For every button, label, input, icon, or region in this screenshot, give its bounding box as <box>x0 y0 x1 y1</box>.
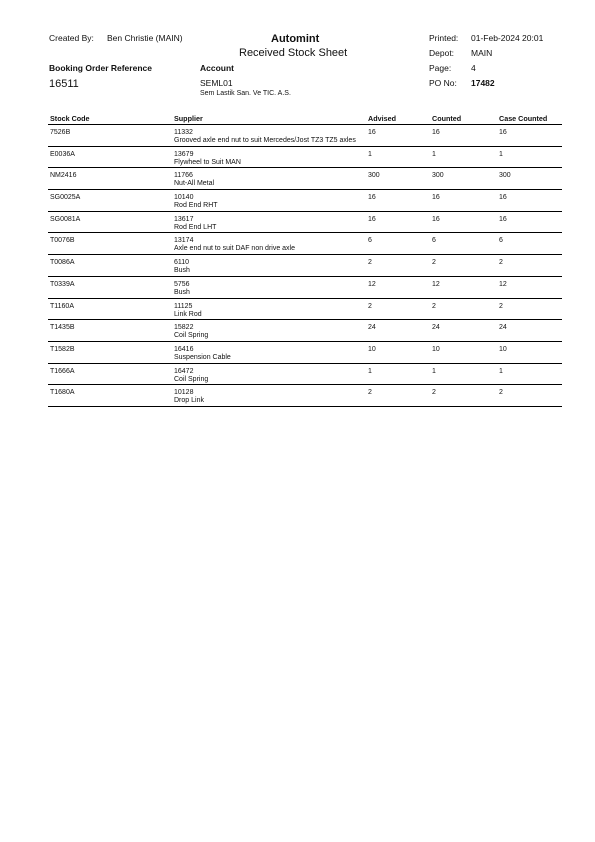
advised-qty: 6 <box>368 237 372 245</box>
counted-qty: 16 <box>432 129 440 136</box>
table-header <box>48 112 562 125</box>
item-description: Bush <box>174 267 190 275</box>
supplier-code: 10140 <box>174 194 194 202</box>
stock-code: 7526B <box>50 129 71 136</box>
advised-qty: 1 <box>368 367 372 375</box>
supplier-code: 5756 <box>174 280 190 288</box>
supplier-code: 13617 <box>174 215 194 223</box>
item-description: Drop Link <box>174 397 204 405</box>
case-counted-qty: 2 <box>499 259 503 267</box>
supplier-code: 11332 <box>174 129 193 136</box>
advised-qty: 1 <box>368 150 372 158</box>
case-counted-qty: 300 <box>499 172 511 180</box>
account-name: Sem Lastik San. Ve TIC. A.S. <box>200 90 291 97</box>
table-row <box>48 320 562 342</box>
advised-qty: 2 <box>368 302 372 310</box>
counted-qty: 10 <box>432 345 440 353</box>
company-name: Automint <box>271 33 320 45</box>
stock-code: SG0025A <box>50 194 81 202</box>
case-counted-qty: 24 <box>499 324 507 332</box>
item-description: Nut-All Metal <box>174 180 215 188</box>
booking-ref-value: 16511 <box>49 78 79 90</box>
supplier-code: 16472 <box>174 367 194 375</box>
table-row <box>48 364 562 386</box>
table-row <box>48 299 562 321</box>
account-label: Account <box>200 63 234 73</box>
created-by-value: Ben Christie (MAIN) <box>107 33 183 43</box>
stock-code: T0076B <box>50 237 75 245</box>
advised-qty: 2 <box>368 259 372 267</box>
table-row <box>48 385 562 407</box>
supplier-code: 13174 <box>174 237 194 245</box>
advised-qty: 16 <box>368 129 376 136</box>
advised-qty: 16 <box>368 194 376 202</box>
table-row <box>48 255 562 277</box>
counted-qty: 2 <box>432 259 436 267</box>
item-description: Grooved axle end nut to suit Mercedes/Jost TZ3 TZ5 axles <box>174 137 356 144</box>
case-counted-qty: 16 <box>499 194 507 202</box>
counted-qty: 12 <box>432 280 440 288</box>
case-counted-qty: 1 <box>499 367 503 375</box>
stock-code: T1680A <box>50 389 75 397</box>
table-row <box>48 125 562 147</box>
table-row <box>48 190 562 212</box>
column-header-stock-code: Stock Code <box>50 114 90 123</box>
stock-table <box>48 112 562 407</box>
supplier-code: 6110 <box>174 259 190 267</box>
counted-qty: 1 <box>432 150 436 158</box>
printed-value: 01-Feb-2024 20:01 <box>471 33 544 43</box>
depot-value: MAIN <box>471 48 493 58</box>
stock-code: T1666A <box>50 367 75 375</box>
case-counted-qty: 16 <box>499 129 507 136</box>
table-row <box>48 168 562 190</box>
advised-qty: 12 <box>368 280 376 288</box>
advised-qty: 2 <box>368 389 372 397</box>
advised-qty: 16 <box>368 215 376 223</box>
case-counted-qty: 2 <box>499 389 503 397</box>
created-by-label: Created By: <box>49 33 94 43</box>
case-counted-qty: 2 <box>499 302 503 310</box>
supplier-code: 10128 <box>174 389 194 397</box>
table-row <box>48 233 562 255</box>
supplier-code: 15822 <box>174 324 194 332</box>
item-description: Suspension Cable <box>174 353 231 361</box>
counted-qty: 24 <box>432 324 440 332</box>
advised-qty: 24 <box>368 324 376 332</box>
stock-code: SG0081A <box>50 215 81 223</box>
counted-qty: 2 <box>432 302 436 310</box>
counted-qty: 16 <box>432 194 440 202</box>
supplier-code: 11766 <box>174 172 193 180</box>
column-header-supplier: Supplier <box>174 114 203 123</box>
stock-code: NM2416 <box>50 172 77 180</box>
stock-code: T0339A <box>50 280 75 288</box>
advised-qty: 10 <box>368 345 376 353</box>
item-description: Rod End RHT <box>174 202 218 210</box>
table-row <box>48 342 562 364</box>
stock-code: T1582B <box>50 345 75 353</box>
counted-qty: 16 <box>432 215 440 223</box>
table-row <box>48 212 562 234</box>
case-counted-qty: 1 <box>499 150 503 158</box>
column-header-advised: Advised <box>368 114 396 123</box>
item-description: Coil Spring <box>174 375 209 383</box>
stock-code: T1435B <box>50 324 75 332</box>
case-counted-qty: 10 <box>499 345 507 353</box>
item-description: Coil Spring <box>174 332 209 340</box>
supplier-code: 13679 <box>174 150 194 158</box>
advised-qty: 300 <box>368 172 380 180</box>
item-description: Flywheel to Suit MAN <box>174 158 241 166</box>
case-counted-qty: 12 <box>499 280 507 288</box>
column-header-counted: Counted <box>432 114 462 123</box>
stock-code: T1160A <box>50 302 74 310</box>
counted-qty: 300 <box>432 172 444 180</box>
booking-ref-label: Booking Order Reference <box>49 63 152 73</box>
report-title: Received Stock Sheet <box>239 47 348 59</box>
counted-qty: 6 <box>432 237 436 245</box>
page-value: 4 <box>471 63 476 73</box>
item-description: Bush <box>174 288 190 296</box>
item-description: Link Rod <box>174 310 202 318</box>
po-value: 17482 <box>471 78 495 88</box>
supplier-code: 16416 <box>174 345 194 353</box>
item-description: Axle end nut to suit DAF non drive axle <box>174 245 296 253</box>
printed-label: Printed: <box>429 33 459 43</box>
table-row <box>48 147 562 169</box>
counted-qty: 2 <box>432 389 436 397</box>
depot-label: Depot: <box>429 48 455 58</box>
stock-code: E0036A <box>50 150 75 158</box>
column-header-case-counted: Case Counted <box>499 114 548 123</box>
supplier-code: 11125 <box>174 302 193 310</box>
case-counted-qty: 16 <box>499 215 507 223</box>
account-code: SEML01 <box>200 78 233 88</box>
item-description: Rod End LHT <box>174 223 217 231</box>
counted-qty: 1 <box>432 367 436 375</box>
po-label: PO No: <box>429 78 457 88</box>
case-counted-qty: 6 <box>499 237 503 245</box>
stock-code: T0086A <box>50 259 75 267</box>
page-label: Page: <box>429 63 452 73</box>
table-row <box>48 277 562 299</box>
